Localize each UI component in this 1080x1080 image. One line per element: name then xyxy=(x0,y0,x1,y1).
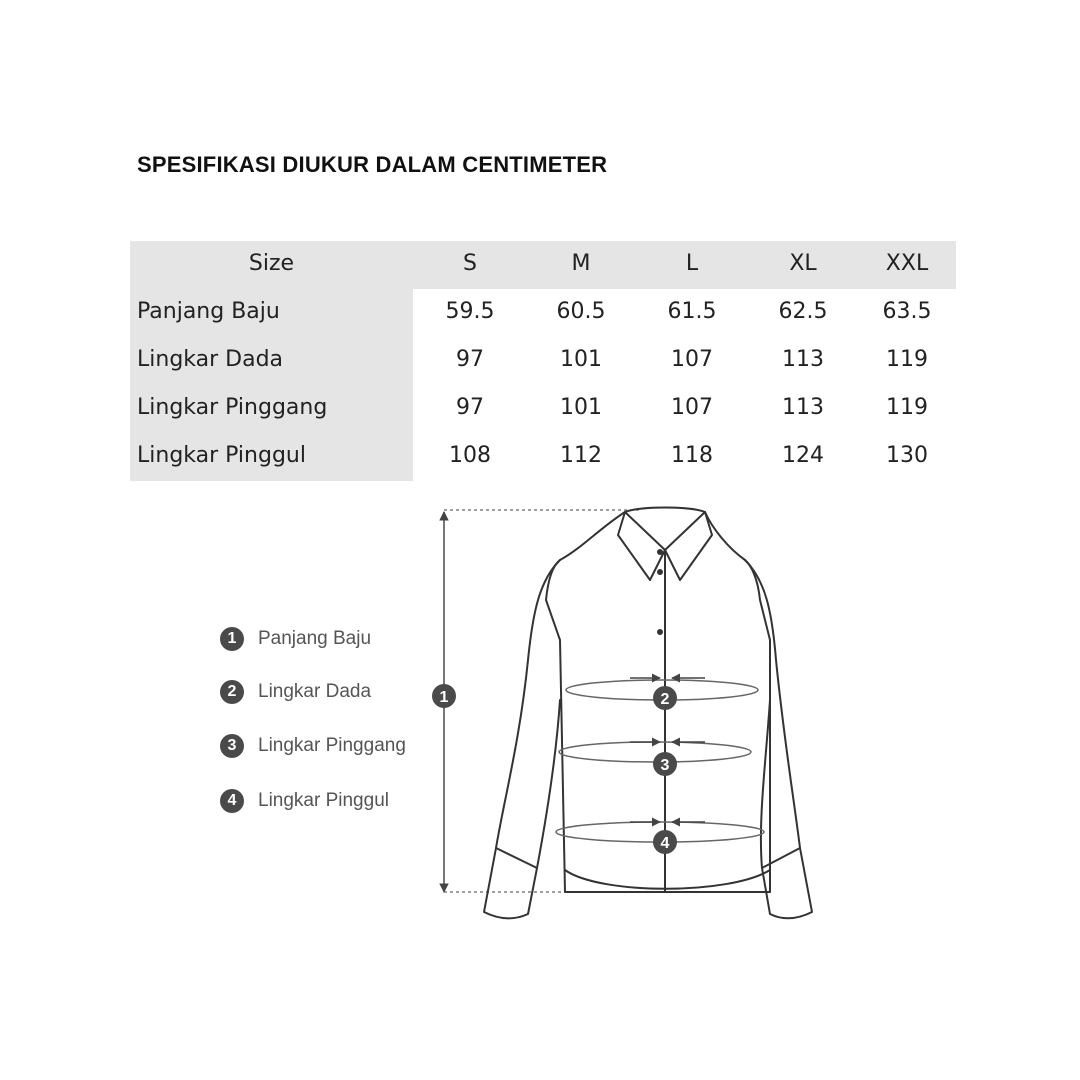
svg-text:4: 4 xyxy=(660,835,670,852)
legend-number-badge: 1 xyxy=(220,627,244,651)
table-cell: 130 xyxy=(886,443,928,468)
row-label: Lingkar Pinggul xyxy=(137,443,306,468)
legend-number-badge: 3 xyxy=(220,734,244,758)
header-size-xl: XL xyxy=(789,251,817,276)
marker-1 xyxy=(432,684,456,708)
svg-text:1: 1 xyxy=(439,689,449,706)
shirt-outline xyxy=(484,508,812,919)
table-cell: 63.5 xyxy=(882,299,932,324)
table-cell: 97 xyxy=(456,395,484,420)
header-size-label: Size xyxy=(248,251,295,276)
legend-number-badge: 4 xyxy=(220,789,244,813)
table-cell: 118 xyxy=(671,443,713,468)
row-label: Panjang Baju xyxy=(137,299,280,324)
table-cell: 101 xyxy=(560,395,602,420)
table-cell: 112 xyxy=(560,443,602,468)
legend-label: Panjang Baju xyxy=(258,628,372,649)
table-cell: 119 xyxy=(886,395,928,420)
table-cell: 97 xyxy=(456,347,484,372)
marker-3 xyxy=(653,752,677,776)
header-size-s: S xyxy=(463,251,477,276)
table-cell: 113 xyxy=(782,395,824,420)
table-cell: 107 xyxy=(671,347,713,372)
header-size-m: M xyxy=(571,251,591,276)
legend-label: Lingkar Dada xyxy=(258,681,372,702)
table-cell: 60.5 xyxy=(556,299,606,324)
table-cell: 119 xyxy=(886,347,928,372)
table-cell: 59.5 xyxy=(445,299,495,324)
marker-2 xyxy=(653,686,677,710)
table-cell: 108 xyxy=(449,443,491,468)
table-cell: 62.5 xyxy=(778,299,828,324)
legend-number-badge: 2 xyxy=(220,680,244,704)
length-measure-line xyxy=(444,510,670,892)
svg-text:2: 2 xyxy=(660,691,670,708)
row-label: Lingkar Dada xyxy=(137,347,284,372)
table-cell: 61.5 xyxy=(667,299,717,324)
page-title: SPESIFIKASI DIUKUR DALAM CENTIMETER xyxy=(137,152,608,177)
row-label: Lingkar Pinggang xyxy=(137,395,328,420)
legend-label: Lingkar Pinggul xyxy=(258,790,389,811)
header-size-xxl: XXL xyxy=(885,251,929,276)
marker-4 xyxy=(653,830,677,854)
table-cell: 113 xyxy=(782,347,824,372)
legend-label: Lingkar Pinggang xyxy=(258,735,406,756)
svg-text:3: 3 xyxy=(660,757,670,774)
table-cell: 107 xyxy=(671,395,713,420)
header-size-l: L xyxy=(685,251,699,276)
table-cell: 124 xyxy=(782,443,824,468)
table-cell: 101 xyxy=(560,347,602,372)
